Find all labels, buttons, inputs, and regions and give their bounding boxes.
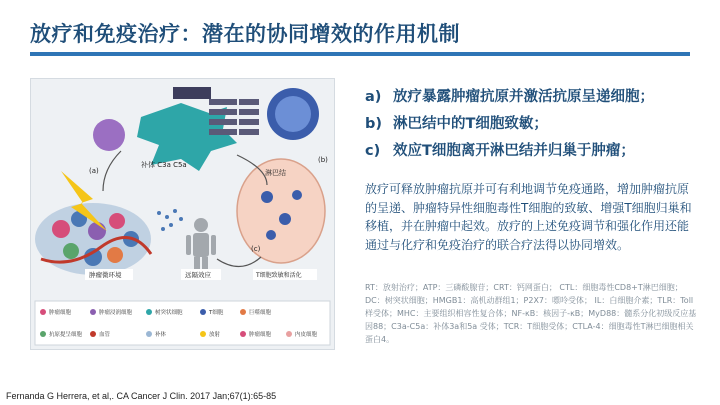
- legend-item: T细胞: [209, 310, 224, 316]
- tme-label: 肿瘤微环境: [89, 271, 122, 279]
- abbreviation-notes: RT：放射治疗；ATP：三磷酸腺苷；CRT：钙网蛋白； CTL：细胞毒性CD8+T淋巴细胞；DC：树突状细胞；HMGB1：高机动群组1；P2X7：嘌呤受体； IL：白细胞介素；TLR：Toll样受体；MHC：主要组织相容性复合体；NF-κB：核因子-κB；MyD88：髓系分化初级反应基因88；C3a-C5a：补体3a和5a 受体；TCR：T细胞受体；CTLA-4：细胞毒性T淋巴细胞相关蛋白4。: [365, 283, 697, 344]
- mechanism-list: [365, 88, 700, 169]
- label-b: (b): [318, 156, 328, 164]
- legend-item: 内皮细胞: [295, 332, 318, 338]
- legend-item: 巨噬细胞: [249, 310, 272, 316]
- bullet-a: [365, 88, 700, 106]
- legend-item: 血管: [99, 332, 111, 338]
- legend-item: 肿瘤细胞: [249, 332, 272, 338]
- complement-label: 补体 C3a C5a: [141, 161, 187, 169]
- legend-item: 抗原提呈细胞: [49, 332, 83, 338]
- page-title: 放疗和免疫治疗：潜在的协同增效的作用机制: [30, 22, 460, 46]
- tumor-cell-icon: [93, 119, 125, 151]
- legend-item: 放射: [209, 332, 221, 338]
- legend-item: 补体: [155, 332, 167, 338]
- bullet-text: 淋巴结中的T细胞致敏；: [393, 116, 548, 132]
- title-underline: [30, 52, 690, 56]
- summary-paragraph: 放疗可释放肿瘤抗原并可有利地调节免疫通路，增加肿瘤抗原的呈递、肿瘤特异性细胞毒性T细胞的致敏、增强T细胞归巢和移植，并在肿瘤中起效。放疗的上述免疫调节和强化作用还能通过与化疗和免疫治疗的联合疗法得以协同增效。: [365, 182, 692, 252]
- bullet-b: [365, 115, 700, 133]
- citation: Fernanda G Herrera, et al,. CA Cancer J Clin. 2017 Jan;67(1):65-85: [6, 391, 277, 401]
- tumor-cluster: [35, 203, 151, 275]
- abscopal-label: 远隔效应: [185, 271, 211, 279]
- mechanism-illustration: [31, 79, 334, 349]
- label-c: (c): [251, 245, 261, 253]
- human-silhouette-icon: [186, 218, 216, 271]
- legend-item: 树突状细胞: [155, 310, 183, 316]
- tcell-activation-label: T细胞致敏和活化: [256, 272, 302, 279]
- label-a: (a): [89, 167, 99, 175]
- bullet-key: a): [365, 89, 382, 105]
- lymph-node-label: 淋巴结: [265, 169, 286, 177]
- bullet-text: 效应T细胞离开淋巴结并归巢于肿瘤；: [393, 143, 635, 159]
- bullet-key: b): [365, 116, 383, 132]
- bullet-text: 放疗暴露肿瘤抗原并激活抗原呈递细胞；: [393, 89, 654, 105]
- legend-item: 肿瘤浸润细胞: [99, 310, 133, 316]
- bullet-key: c): [365, 143, 381, 159]
- bullet-c: [365, 142, 700, 160]
- legend-item: 肿瘤细胞: [49, 310, 72, 316]
- figure-legend: [35, 301, 330, 345]
- mechanism-figure: [30, 78, 335, 350]
